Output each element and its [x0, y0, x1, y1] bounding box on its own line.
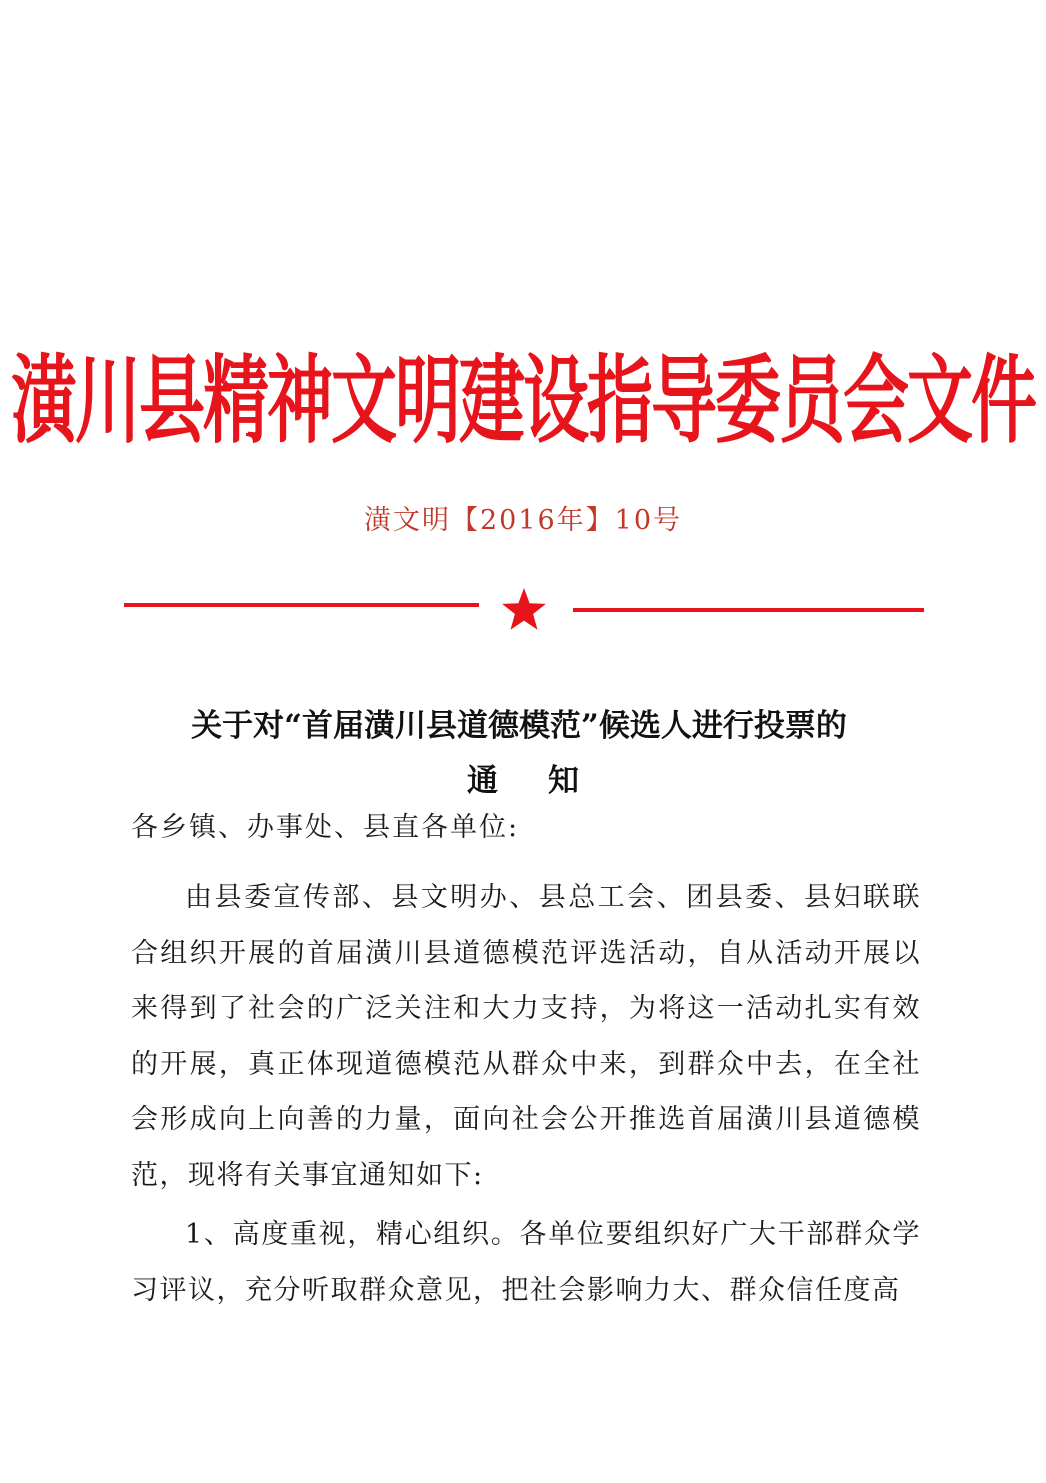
salutation: 各乡镇、办事处、县直各单位: [131, 812, 520, 843]
notice-title-line-1: 关于对“首届潢川县道德模范”候选人进行投票的 [191, 708, 847, 744]
red-divider-left [124, 603, 479, 607]
star-icon [500, 586, 548, 634]
document-number: 潢文明【2016年】10号 [363, 505, 683, 536]
notice-title-line-2: 通知 [467, 763, 629, 799]
body-paragraph-1: 由县委宣传部、县文明办、县总工会、团县委、县妇联联合组织开展的首届潢川县道德模范评选活动，自从活动开展以来得到了社会的广泛关注和大力支持，为将这一活动扎实有效的开展，真正体现道德模范从群众中来，到群众中去，在全社会形成向上向善的力量，面向社会公开推选首届潢川县道德模范，现将有关事宜通知如下: [131, 882, 921, 1191]
body-paragraph-2: 1、高度重视，精心组织。各单位要组织好广大干部群众学习评议，充分听取群众意见，把社会影响力大、群众信任度高 [131, 1219, 921, 1306]
masthead-title: 潢川县精神文明建设指导委员会文件 [11, 344, 1035, 457]
red-divider-right [573, 608, 924, 612]
